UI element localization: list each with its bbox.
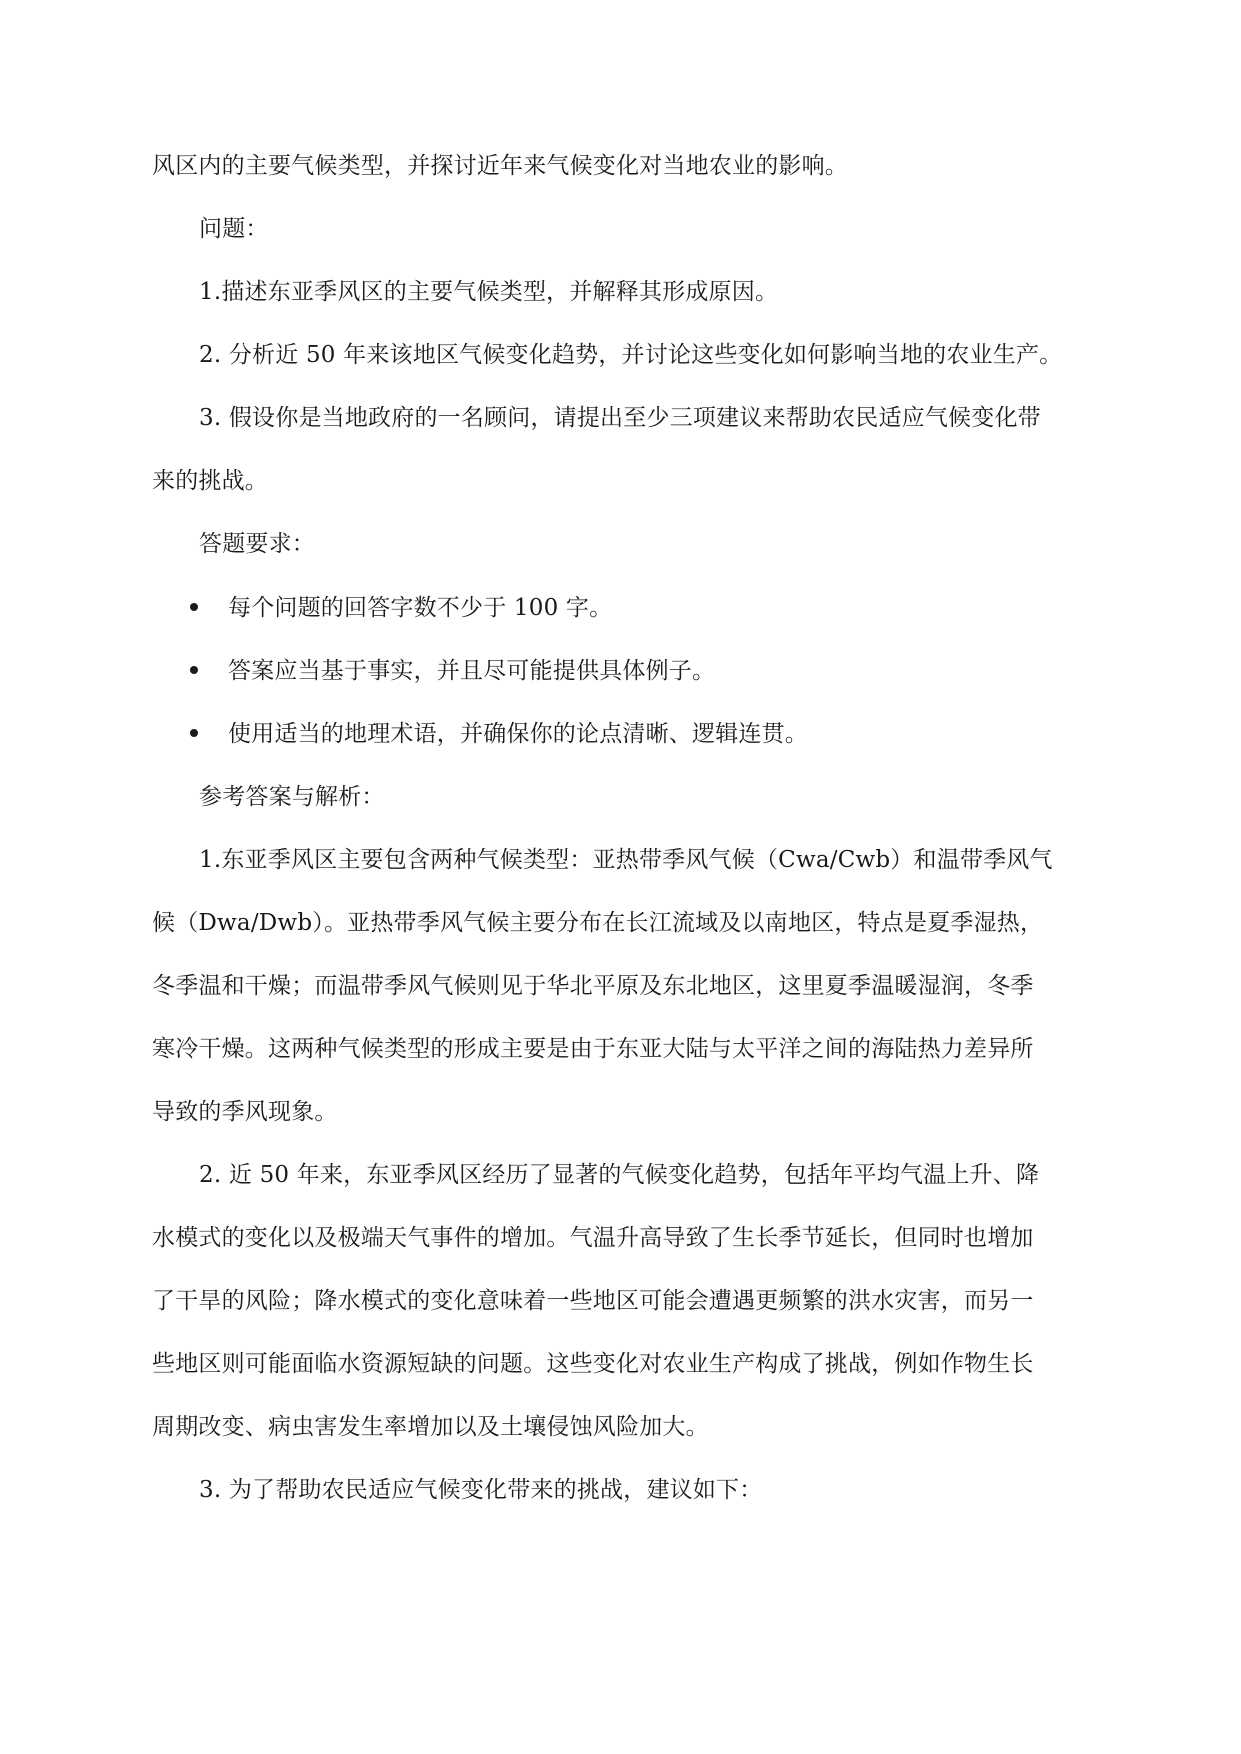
answer-1-line-1: 1.东亚季风区主要包含两种气候类型：亚热带季风气候（Cwa/Cwb）和温带季风气 bbox=[199, 847, 1053, 873]
answer-2-line-2: 水模式的变化以及极端天气事件的增加。气温升高导致了生长季节延长，但同时也增加 bbox=[152, 1225, 1034, 1251]
bullet-icon bbox=[190, 729, 198, 737]
answer-2-line-5: 周期改变、病虫害发生率增加以及土壤侵蚀风险加大。 bbox=[152, 1414, 709, 1440]
answer-1-line-5: 导致的季风现象。 bbox=[152, 1099, 338, 1125]
answer-1-line-3: 冬季温和干燥；而温带季风气候则见于华北平原及东北地区，这里夏季温暖湿润，冬季 bbox=[152, 973, 1034, 999]
list-item bbox=[152, 655, 1087, 687]
list-item-text: 使用适当的地理术语，并确保你的论点清晰、逻辑连贯。 bbox=[228, 721, 808, 747]
paragraph-intro-continuation: 风区内的主要气候类型，并探讨近年来气候变化对当地农业的影响。 bbox=[152, 153, 848, 179]
heading-reference-answers: 参考答案与解析： bbox=[199, 784, 385, 810]
answer-3-line-1: 3. 为了帮助农民适应气候变化带来的挑战，建议如下： bbox=[199, 1477, 763, 1503]
list-item bbox=[152, 718, 1087, 750]
bullet-icon bbox=[190, 666, 198, 674]
list-item bbox=[152, 592, 1087, 624]
question-3-line-2: 来的挑战。 bbox=[152, 468, 268, 494]
heading-answer-requirements: 答题要求： bbox=[199, 531, 315, 557]
bullet-icon bbox=[190, 603, 198, 611]
question-3-line-1: 3. 假设你是当地政府的一名顾问，请提出至少三项建议来帮助农民适应气候变化带 bbox=[199, 405, 1041, 431]
list-item-text: 每个问题的回答字数不少于 100 字。 bbox=[228, 595, 613, 621]
answer-2-line-3: 了干旱的风险；降水模式的变化意味着一些地区可能会遭遇更频繁的洪水灾害，而另一 bbox=[152, 1288, 1034, 1314]
question-1: 1.描述东亚季风区的主要气候类型，并解释其形成原因。 bbox=[199, 279, 779, 305]
heading-questions: 问题： bbox=[199, 216, 269, 242]
answer-2-line-1: 2. 近 50 年来，东亚季风区经历了显著的气候变化趋势，包括年平均气温上升、降 bbox=[199, 1162, 1040, 1188]
list-item-text: 答案应当基于事实，并且尽可能提供具体例子。 bbox=[228, 658, 716, 684]
answer-1-line-4: 寒冷干燥。这两种气候类型的形成主要是由于东亚大陆与太平洋之间的海陆热力差异所 bbox=[152, 1036, 1034, 1062]
question-2: 2. 分析近 50 年来该地区气候变化趋势，并讨论这些变化如何影响当地的农业生产。 bbox=[199, 342, 1063, 368]
answer-1-line-2: 候（Dwa/Dwb）。亚热带季风气候主要分布在长江流域及以南地区，特点是夏季湿热， bbox=[152, 910, 1044, 936]
answer-2-line-4: 些地区则可能面临水资源短缺的问题。这些变化对农业生产构成了挑战，例如作物生长 bbox=[152, 1351, 1034, 1377]
